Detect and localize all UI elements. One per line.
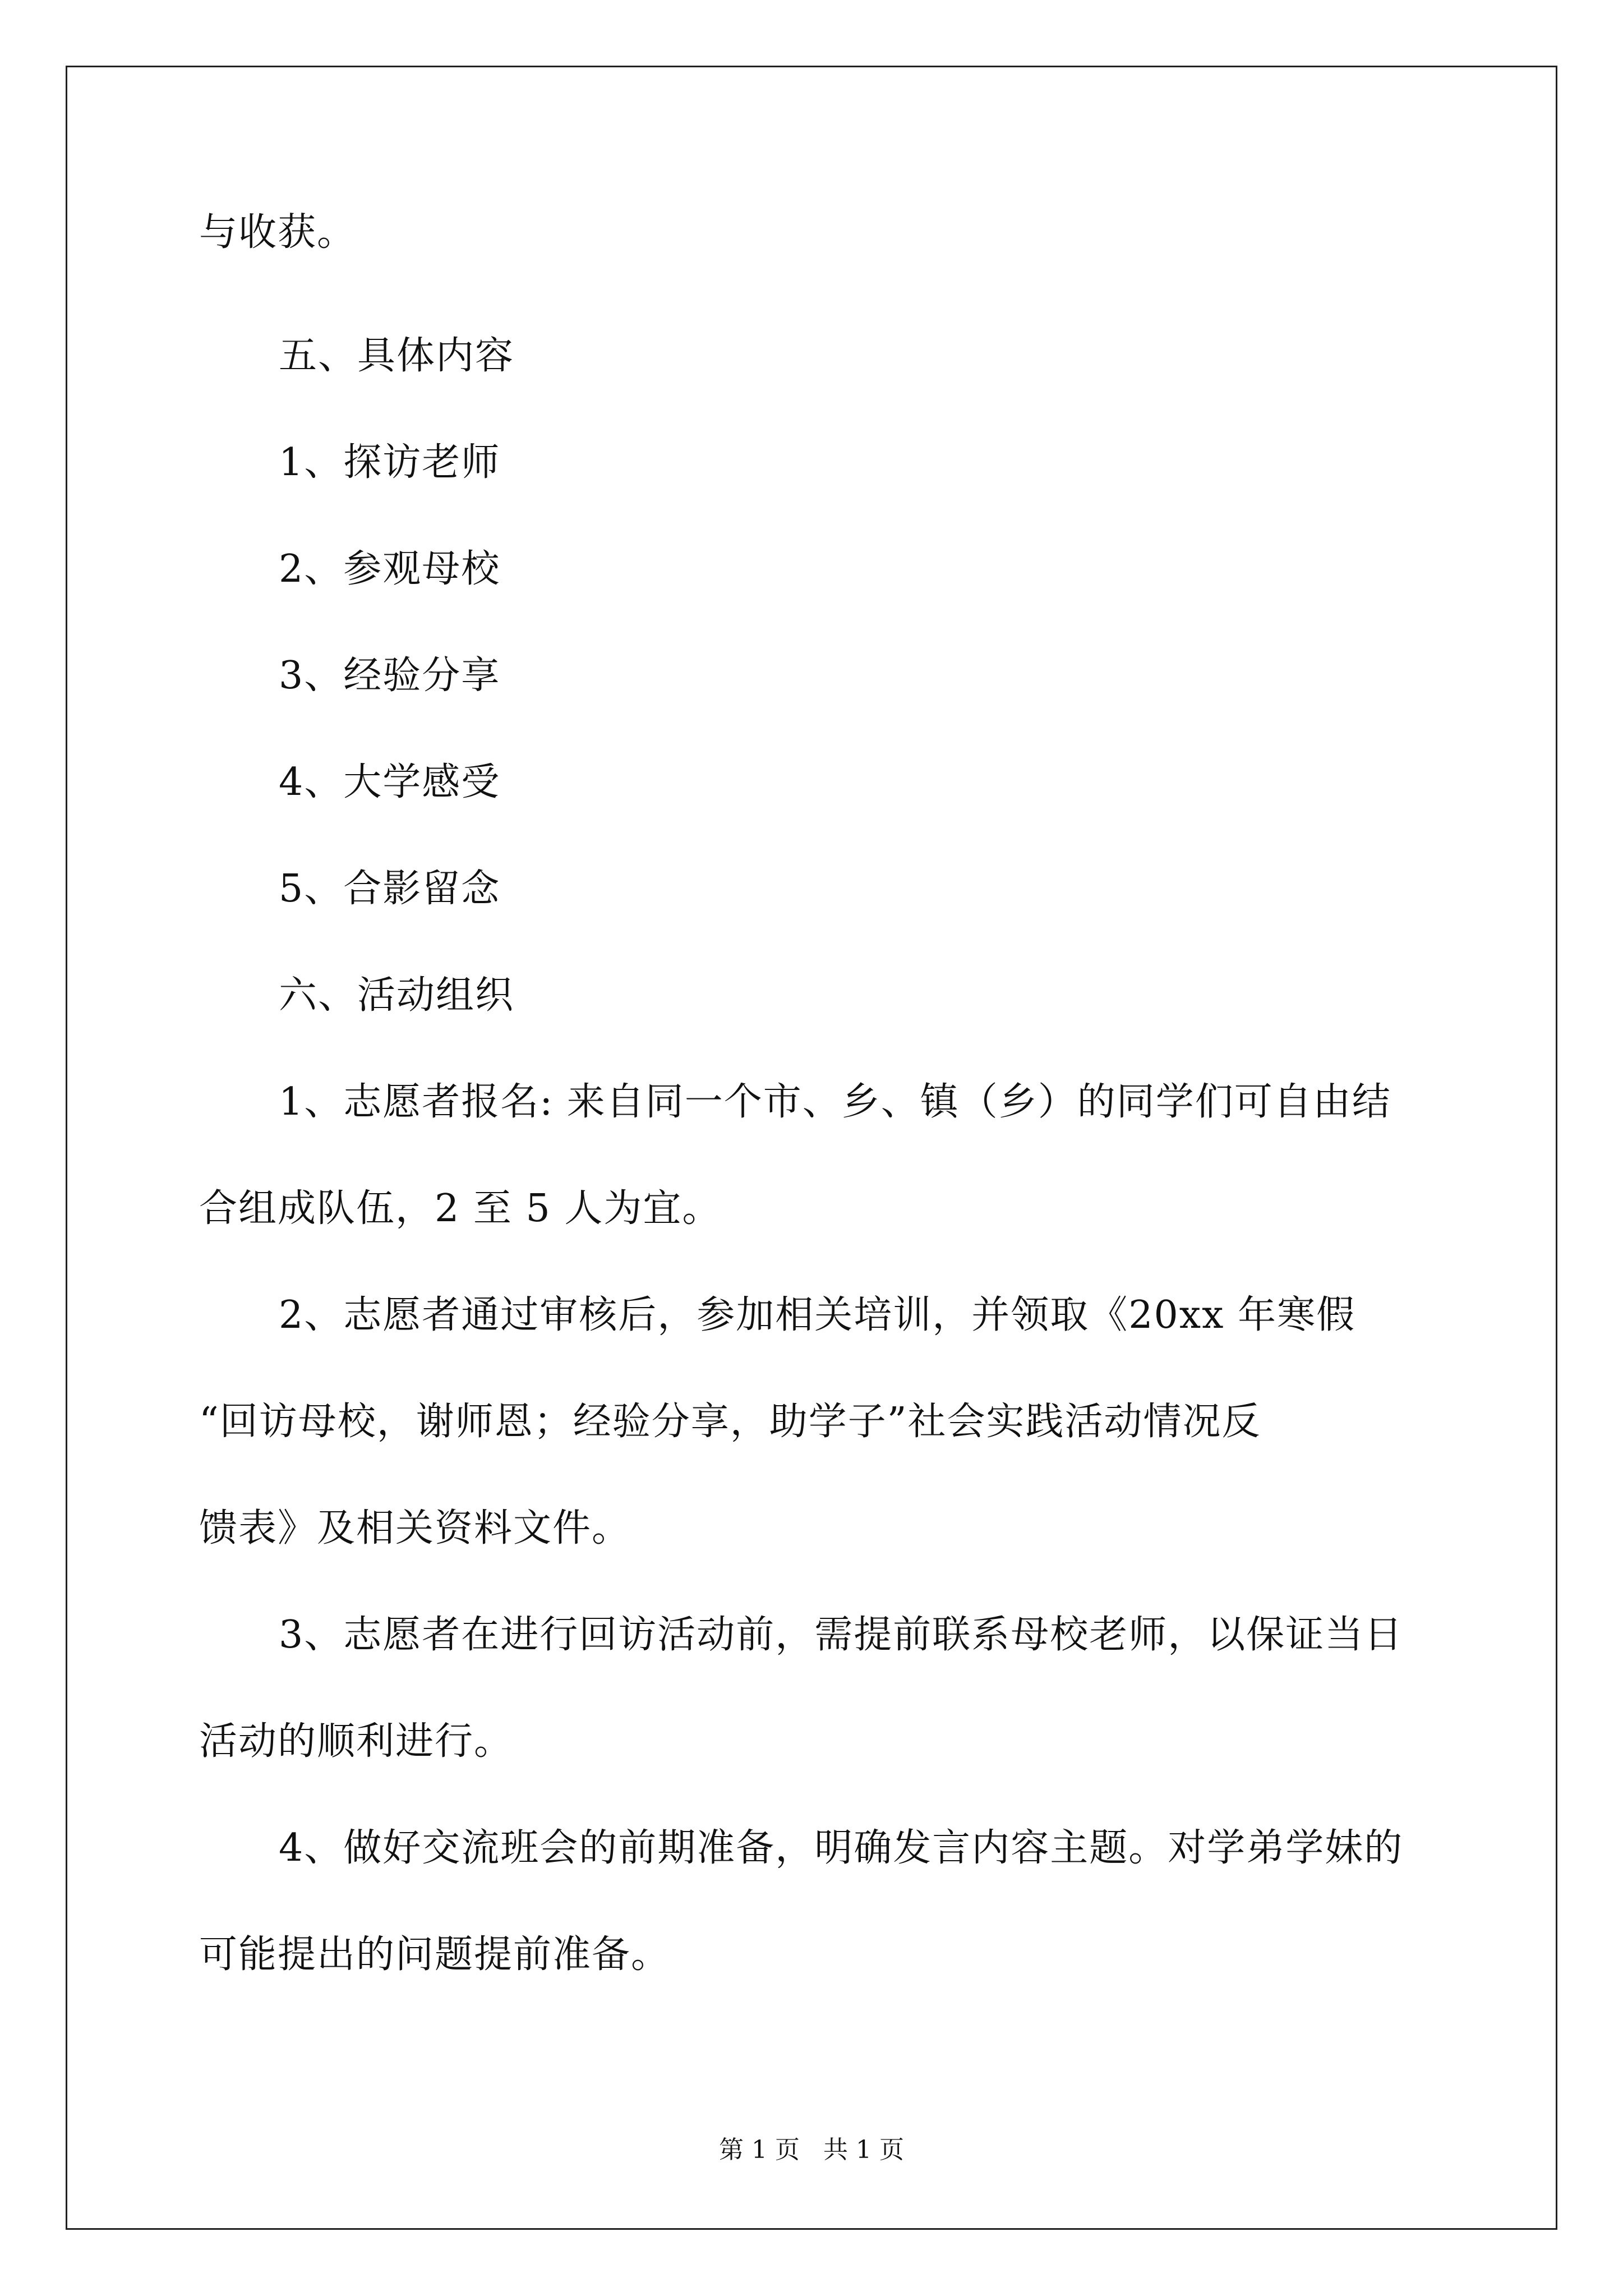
page-footer: 第 1 页 共 1 页 xyxy=(719,2136,904,2164)
section-heading: 五、具体内容 xyxy=(279,334,515,378)
paragraph-line: 3、志愿者在进行回访活动前，需提前联系母校老师，以保证当日 xyxy=(279,1613,1404,1657)
list-item: 3、经验分享 xyxy=(279,654,501,698)
paragraph-line: “回访母校，谢师恩；经验分享，助学子”社会实践活动情况反 xyxy=(199,1400,1261,1444)
paragraph-line: 2、志愿者通过审核后，参加相关培训，并领取《20xx 年寒假 xyxy=(279,1293,1356,1337)
paragraph-line: 可能提出的问题提前准备。 xyxy=(199,1932,671,1977)
paragraph-line: 合组成队伍，2 至 5 人为宜。 xyxy=(199,1186,722,1231)
paragraph-line: 活动的顺利进行。 xyxy=(199,1719,514,1764)
list-item: 5、合影留念 xyxy=(279,867,501,911)
page-border xyxy=(66,66,1557,2230)
section-heading: 六、活动组织 xyxy=(279,973,515,1018)
text-line: 与收获。 xyxy=(199,210,357,255)
paragraph-line: 4、做好交流班会的前期准备，明确发言内容主题。对学弟学妹的 xyxy=(279,1826,1404,1870)
list-item: 1、探访老师 xyxy=(279,440,501,485)
list-item: 2、参观母校 xyxy=(279,547,501,591)
paragraph-line: 1、志愿者报名: 来自同一个市、乡、镇（乡）的同学们可自由结 xyxy=(279,1080,1391,1124)
paragraph-line: 馈表》及相关资料文件。 xyxy=(199,1506,631,1550)
list-item: 4、大学感受 xyxy=(279,760,501,804)
